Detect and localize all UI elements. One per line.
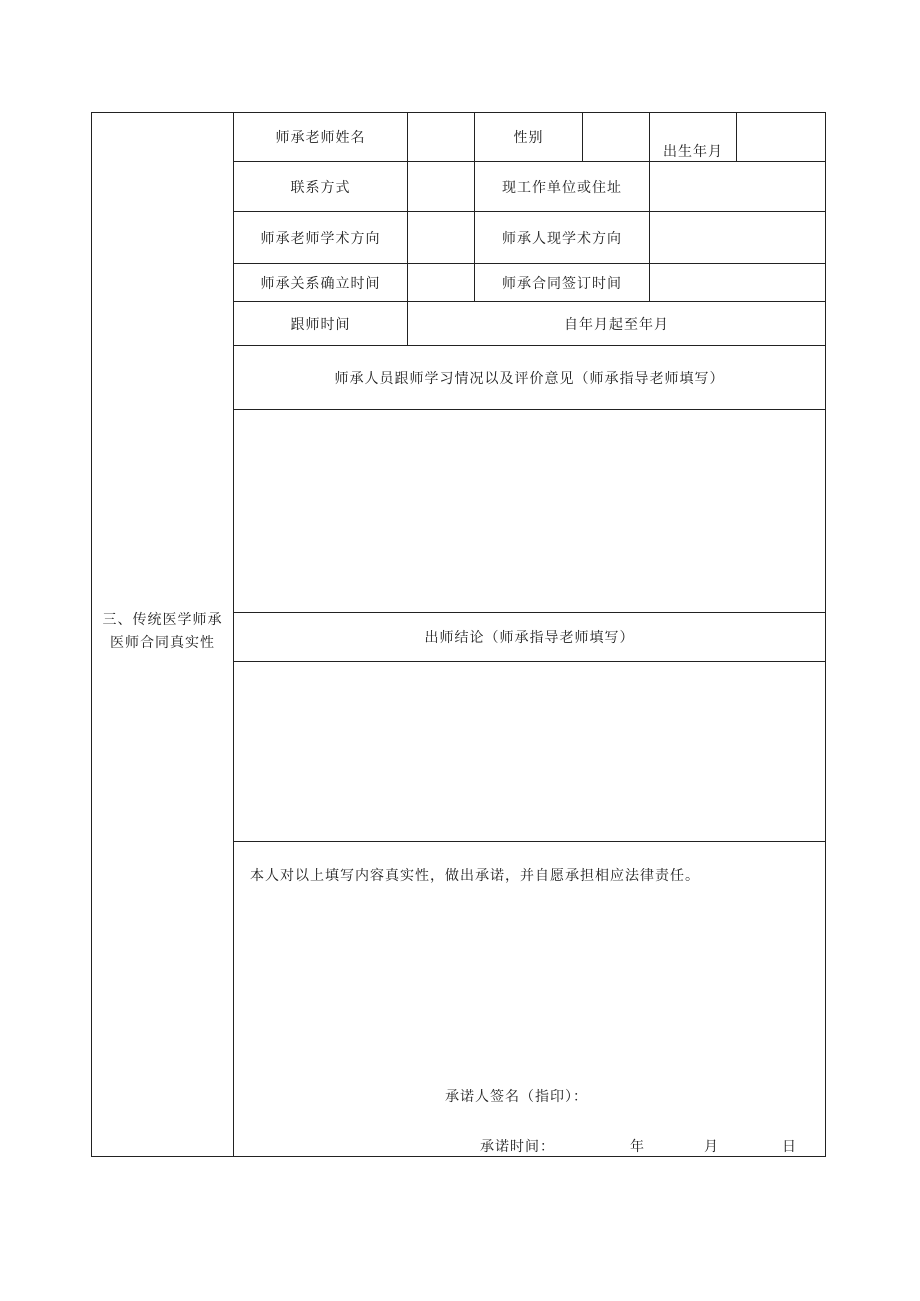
work-unit-label: 现工作单位或住址: [502, 179, 622, 196]
follow-time-value[interactable]: 自年月起至年月: [564, 316, 669, 333]
border-bottom: [91, 1156, 826, 1157]
conclusion-area[interactable]: [234, 662, 825, 841]
birth-label: 出生年月: [663, 143, 723, 160]
birth-field[interactable]: [737, 112, 825, 161]
contact-label: 联系方式: [290, 179, 351, 196]
teacher-field-input[interactable]: [408, 212, 474, 263]
contact-field[interactable]: [408, 162, 474, 211]
evaluation-area[interactable]: [234, 410, 825, 612]
section-title-line1: 三、传统医学师承: [102, 612, 223, 628]
gender-label: 性别: [513, 129, 544, 146]
pledge-statement: 本人对以上填写内容真实性，做出承诺，并自愿承担相应法律责任。: [250, 868, 700, 884]
student-field-input[interactable]: [650, 212, 825, 263]
contract-time-field[interactable]: [650, 264, 825, 301]
contract-authenticity-form: [91, 112, 826, 1157]
contract-time-label: 师承合同签订时间: [502, 275, 622, 292]
pledge-month-label: 月: [704, 1139, 719, 1155]
student-field-label: 师承人现学术方向: [502, 230, 622, 247]
work-unit-field[interactable]: [650, 162, 825, 211]
signature-label: 承诺人签名（指印）：: [445, 1089, 588, 1105]
relation-time-label: 师承关系确立时间: [260, 275, 381, 292]
relation-time-field[interactable]: [408, 264, 474, 301]
evaluation-heading: 师承人员跟师学习情况以及评价意见（师承指导老师填写）: [334, 370, 725, 387]
gender-field[interactable]: [583, 112, 649, 161]
follow-time-label: 跟师时间: [290, 316, 351, 333]
section-title: [91, 609, 234, 655]
teacher-field-label: 师承老师学术方向: [260, 230, 381, 247]
pledge-time-label: 承诺时间：: [480, 1139, 555, 1155]
row-line: [233, 841, 826, 842]
conclusion-heading: 出师结论（师承指导老师填写）: [424, 630, 635, 646]
pledge-day-label: 日: [782, 1139, 797, 1155]
teacher-name-label: 师承老师姓名: [275, 129, 366, 146]
section-title-line2: 医师合同真实性: [110, 635, 215, 651]
border-right: [825, 112, 826, 1157]
pledge-year-label: 年: [630, 1139, 645, 1155]
teacher-name-field[interactable]: [408, 112, 474, 161]
